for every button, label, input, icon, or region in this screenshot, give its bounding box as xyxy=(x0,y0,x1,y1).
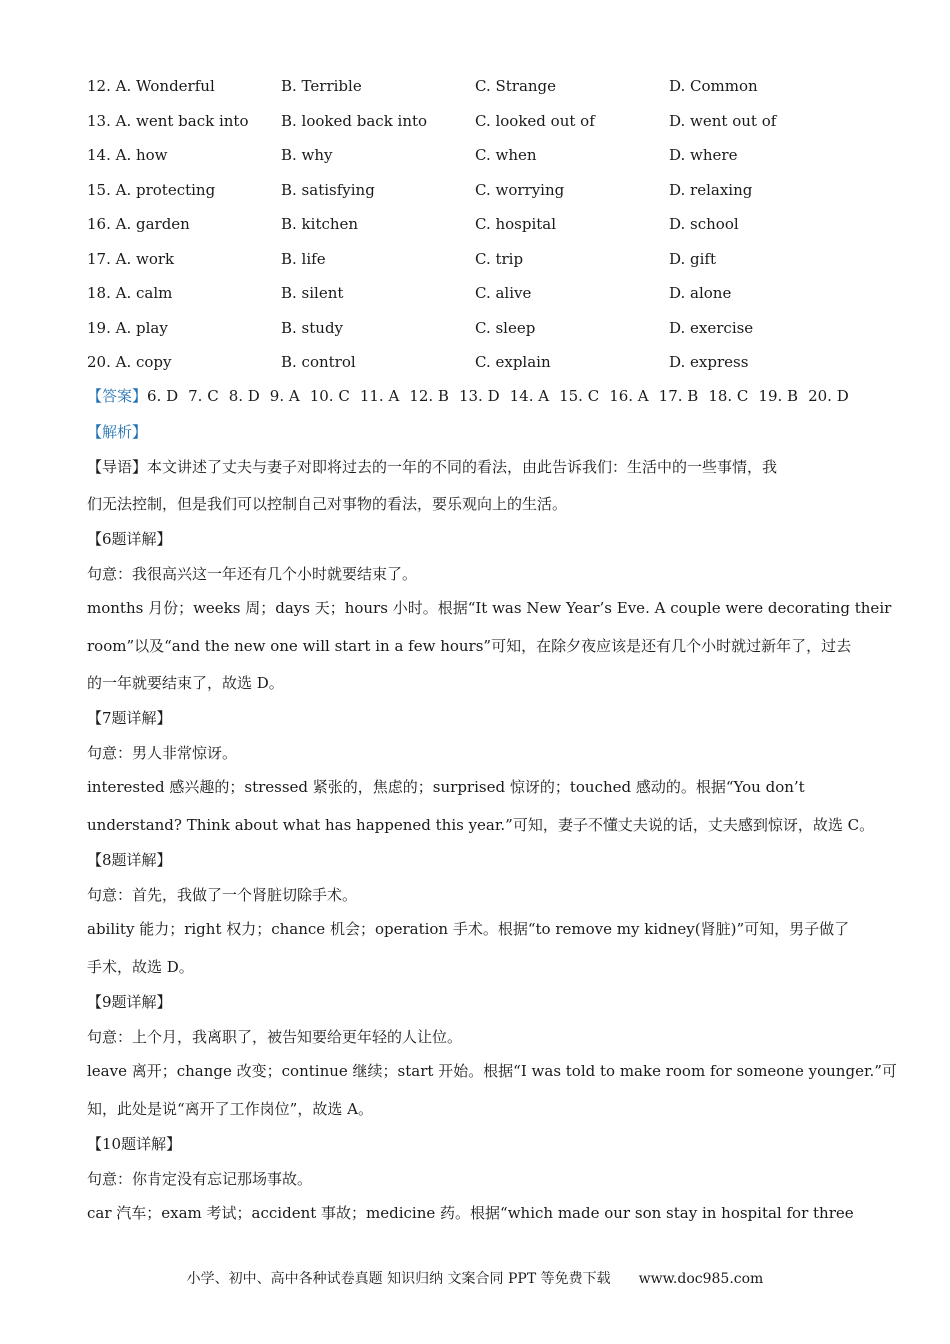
option-c: C. when xyxy=(475,146,537,164)
option-row-16 xyxy=(87,212,887,236)
option-a: 15. A. protecting xyxy=(87,181,216,199)
option-d: D. exercise xyxy=(669,319,754,337)
option-b: B. satisfying xyxy=(281,181,375,199)
option-row-17 xyxy=(87,247,887,271)
answer-label: 【答案】 xyxy=(87,387,148,405)
option-row-20 xyxy=(87,350,887,374)
answer-key xyxy=(87,384,859,408)
option-c: C. explain xyxy=(475,353,551,371)
option-b: B. life xyxy=(281,250,326,268)
explanation-line: interested 感兴趣的；stressed 紧张的，焦虑的；surprised 惊讶的；touched 感动的。根据“You don’t xyxy=(87,778,805,796)
page-footer xyxy=(0,1268,950,1290)
option-c: C. hospital xyxy=(475,215,557,233)
footer-text: 小学、初中、高中各种试卷真题 知识归纳 文案合同 PPT 等免费下载 xyxy=(186,1271,611,1287)
option-row-12 xyxy=(87,74,887,98)
answer-item: 19. B xyxy=(758,387,799,405)
sentence-meaning: 句意：男人非常惊讶。 xyxy=(87,744,238,762)
answer-item: 9. A xyxy=(269,387,300,405)
option-c: C. looked out of xyxy=(475,112,595,130)
option-c: C. alive xyxy=(475,284,532,302)
option-b: B. Terrible xyxy=(281,77,362,95)
option-a: 12. A. Wonderful xyxy=(87,77,215,95)
section-heading: 【9题详解】 xyxy=(87,993,172,1011)
explanation-line: 手术，故选 D。 xyxy=(87,958,194,976)
answer-item: 13. D xyxy=(458,387,500,405)
option-d: D. school xyxy=(669,215,739,233)
sentence-meaning: 句意：我很高兴这一年还有几个小时就要结束了。 xyxy=(87,565,418,583)
option-a: 16. A. garden xyxy=(87,215,190,233)
explanation-line: leave 离开；change 改变；continue 继续；start 开始。根据“I was told to make room for someone younger.”可 xyxy=(87,1062,897,1080)
option-d: D. express xyxy=(669,353,749,371)
footer-site-link[interactable]: www.doc985.com xyxy=(638,1271,764,1287)
option-b: B. kitchen xyxy=(281,215,359,233)
option-a: 14. A. how xyxy=(87,146,168,164)
explanation-line: understand? Think about what has happened this year.”可知，妻子不懂丈夫说的话，丈夫感到惊讶，故选 C。 xyxy=(87,816,875,834)
option-c: C. worrying xyxy=(475,181,565,199)
sentence-meaning: 句意：首先，我做了一个肾脏切除手术。 xyxy=(87,886,358,904)
answer-item: 7. C xyxy=(188,387,219,405)
answer-item: 17. B xyxy=(658,387,699,405)
intro-line: 们无法控制，但是我们可以控制自己对事物的看法，要乐观向上的生活。 xyxy=(87,495,568,513)
analysis-label: 【解析】 xyxy=(87,423,148,441)
option-row-19 xyxy=(87,316,887,340)
option-b: B. looked back into xyxy=(281,112,428,130)
option-d: D. went out of xyxy=(669,112,777,130)
section-heading: 【6题详解】 xyxy=(87,530,172,548)
intro-line: 【导语】本文讲述了丈夫与妻子对即将过去的一年的不同的看法，由此告诉我们：生活中的一些事情，我 xyxy=(87,458,778,476)
option-b: B. silent xyxy=(281,284,344,302)
option-a: 18. A. calm xyxy=(87,284,173,302)
answer-item: 11. A xyxy=(359,387,400,405)
option-d: D. relaxing xyxy=(669,181,753,199)
option-b: B. control xyxy=(281,353,356,371)
answer-item: 8. D xyxy=(228,387,260,405)
option-row-15 xyxy=(87,178,887,202)
sentence-meaning: 句意：你肯定没有忘记那场事故。 xyxy=(87,1170,313,1188)
option-d: D. alone xyxy=(669,284,732,302)
section-heading: 【10题详解】 xyxy=(87,1135,182,1153)
answer-item: 6. D xyxy=(147,387,179,405)
answer-item: 10. C xyxy=(309,387,350,405)
explanation-line: car 汽车；exam 考试；accident 事故；medicine 药。根据“which made our son stay in hospital for three xyxy=(87,1204,854,1222)
option-row-18 xyxy=(87,281,887,305)
explanation-line: 知，此处是说“离开了工作岗位”，故选 A。 xyxy=(87,1100,373,1118)
option-c: C. Strange xyxy=(475,77,557,95)
answer-item: 18. C xyxy=(708,387,749,405)
answer-item: 15. C xyxy=(559,387,600,405)
option-d: D. where xyxy=(669,146,738,164)
option-b: B. why xyxy=(281,146,333,164)
answer-item: 14. A xyxy=(509,387,550,405)
answer-item: 16. A xyxy=(609,387,649,405)
option-c: C. trip xyxy=(475,250,524,268)
explanation-line: room”以及“and the new one will start in a few hours”可知，在除夕夜应该是还有几个小时就过新年了，过去 xyxy=(87,637,852,655)
option-a: 13. A. went back into xyxy=(87,112,249,130)
section-heading: 【8题详解】 xyxy=(87,851,172,869)
sentence-meaning: 句意：上个月，我离职了，被告知要给更年轻的人让位。 xyxy=(87,1028,463,1046)
explanation-line: ability 能力；right 权力；chance 机会；operation 手术。根据“to remove my kidney(肾脏)”可知，男子做了 xyxy=(87,920,850,938)
option-a: 20. A. copy xyxy=(87,353,172,371)
option-b: B. study xyxy=(281,319,344,337)
option-a: 19. A. play xyxy=(87,319,168,337)
explanation-line: 的一年就要结束了，故选 D。 xyxy=(87,674,284,692)
option-d: D. Common xyxy=(669,77,758,95)
option-row-13 xyxy=(87,109,887,133)
answer-item: 12. B xyxy=(409,387,449,405)
option-row-14 xyxy=(87,143,887,167)
option-c: C. sleep xyxy=(475,319,536,337)
explanation-line: months 月份；weeks 周；days 天；hours 小时。根据“It was New Year’s Eve. A couple were decorating their xyxy=(87,599,892,617)
option-d: D. gift xyxy=(669,250,717,268)
answer-item: 20. D xyxy=(808,387,849,405)
option-a: 17. A. work xyxy=(87,250,175,268)
section-heading: 【7题详解】 xyxy=(87,709,172,727)
